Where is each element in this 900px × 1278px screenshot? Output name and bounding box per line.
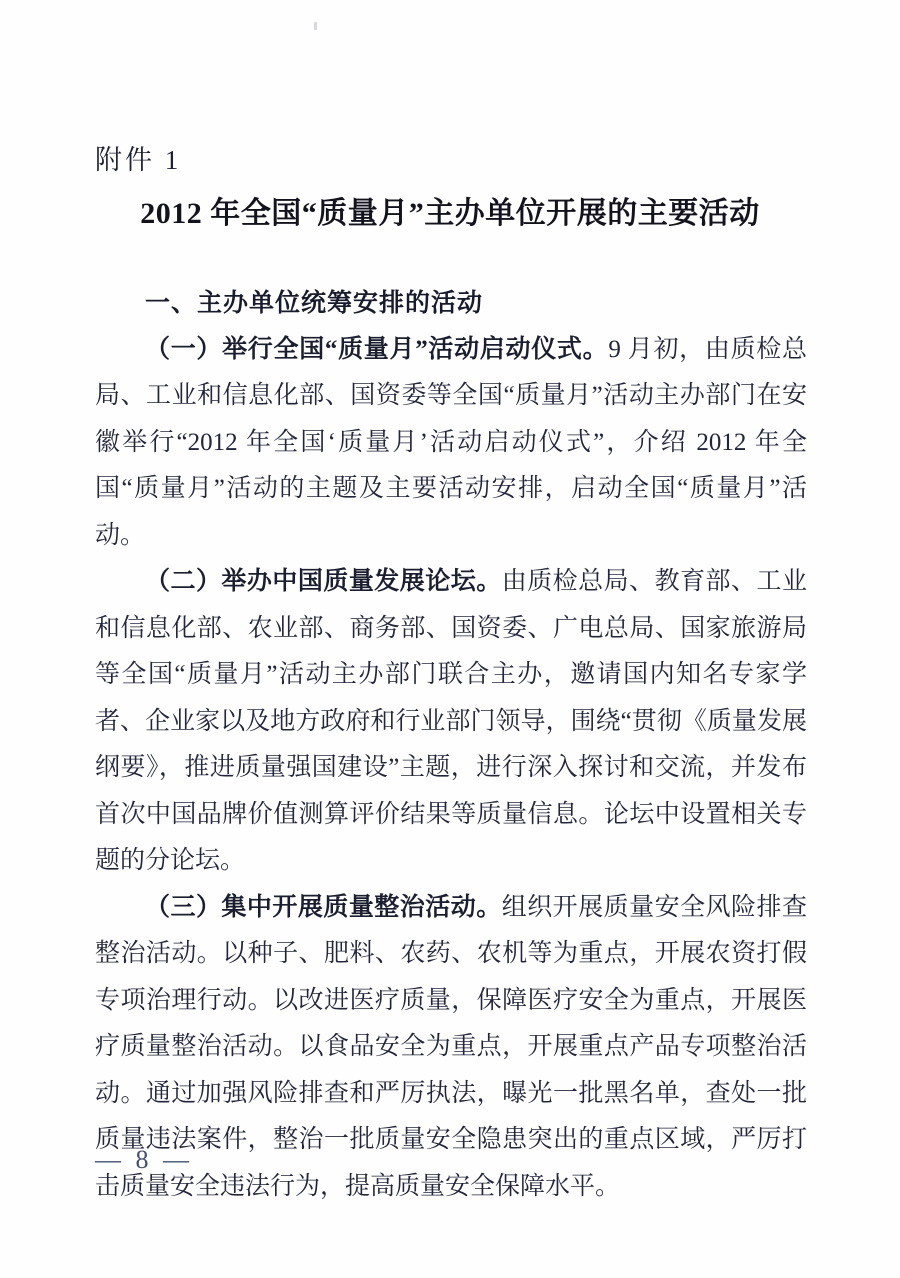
scan-artifact — [314, 22, 317, 30]
paragraph-1-text: 9 月初，由质检总局、工业和信息化部、国资委等全国“质量月”活动主办部门在安徽举行“2012 年全国‘质量月’活动启动仪式”，介绍 2012 年全国“质量月”活动的主题及主要活动安排，启动全国“质量月”活动。 — [95, 335, 807, 549]
paragraph-1 — [95, 327, 807, 560]
paragraph-1-lead: （一）举行全国“质量月”活动启动仪式。 — [145, 335, 609, 363]
paragraph-3-text: 组织开展质量安全风险排查整治活动。以种子、肥料、农药、农机等为重点，开展农资打假专项治理行动。以改进医疗质量，保障医疗安全为重点，开展医疗质量整治活动。以食品安全为重点，开展重点产品专项整治活动。通过加强风险排查和严厉执法，曝光一批黑名单，查处一批质量违法案件，整治一批质量安全隐患突出的重点区域，严厉打击质量安全违法行为，提高质量安全保障水平。 — [95, 893, 807, 1200]
paragraph-2-lead: （二）举办中国质量发展论坛。 — [145, 568, 502, 595]
paragraph-2-text: 由质检总局、教育部、工业和信息化部、农业部、商务部、国资委、广电总局、国家旅游局等全国“质量月”活动主办部门联合主办，邀请国内知名专家学者、企业家以及地方政府和行业部门领导，围绕“贯彻《质量发展纲要》，推进质量强国建设”主题，进行深入探讨和交流，并发布首次中国品牌价值测算评价结果等质量信息。论坛中设置相关专题的分论坛。 — [95, 568, 807, 874]
paragraph-2 — [95, 559, 807, 885]
attachment-label: 附件 1 — [95, 145, 182, 175]
document-title: 2012 年全国“质量月”主办单位开展的主要活动 — [140, 197, 760, 230]
document-body — [95, 280, 807, 1210]
paragraph-3 — [95, 885, 807, 1211]
page-number: — 8 — — [95, 1145, 193, 1174]
section-heading: 一、主办单位统筹安排的活动 — [145, 289, 484, 317]
paragraph-3-lead: （三）集中开展质量整治活动。 — [145, 893, 502, 921]
